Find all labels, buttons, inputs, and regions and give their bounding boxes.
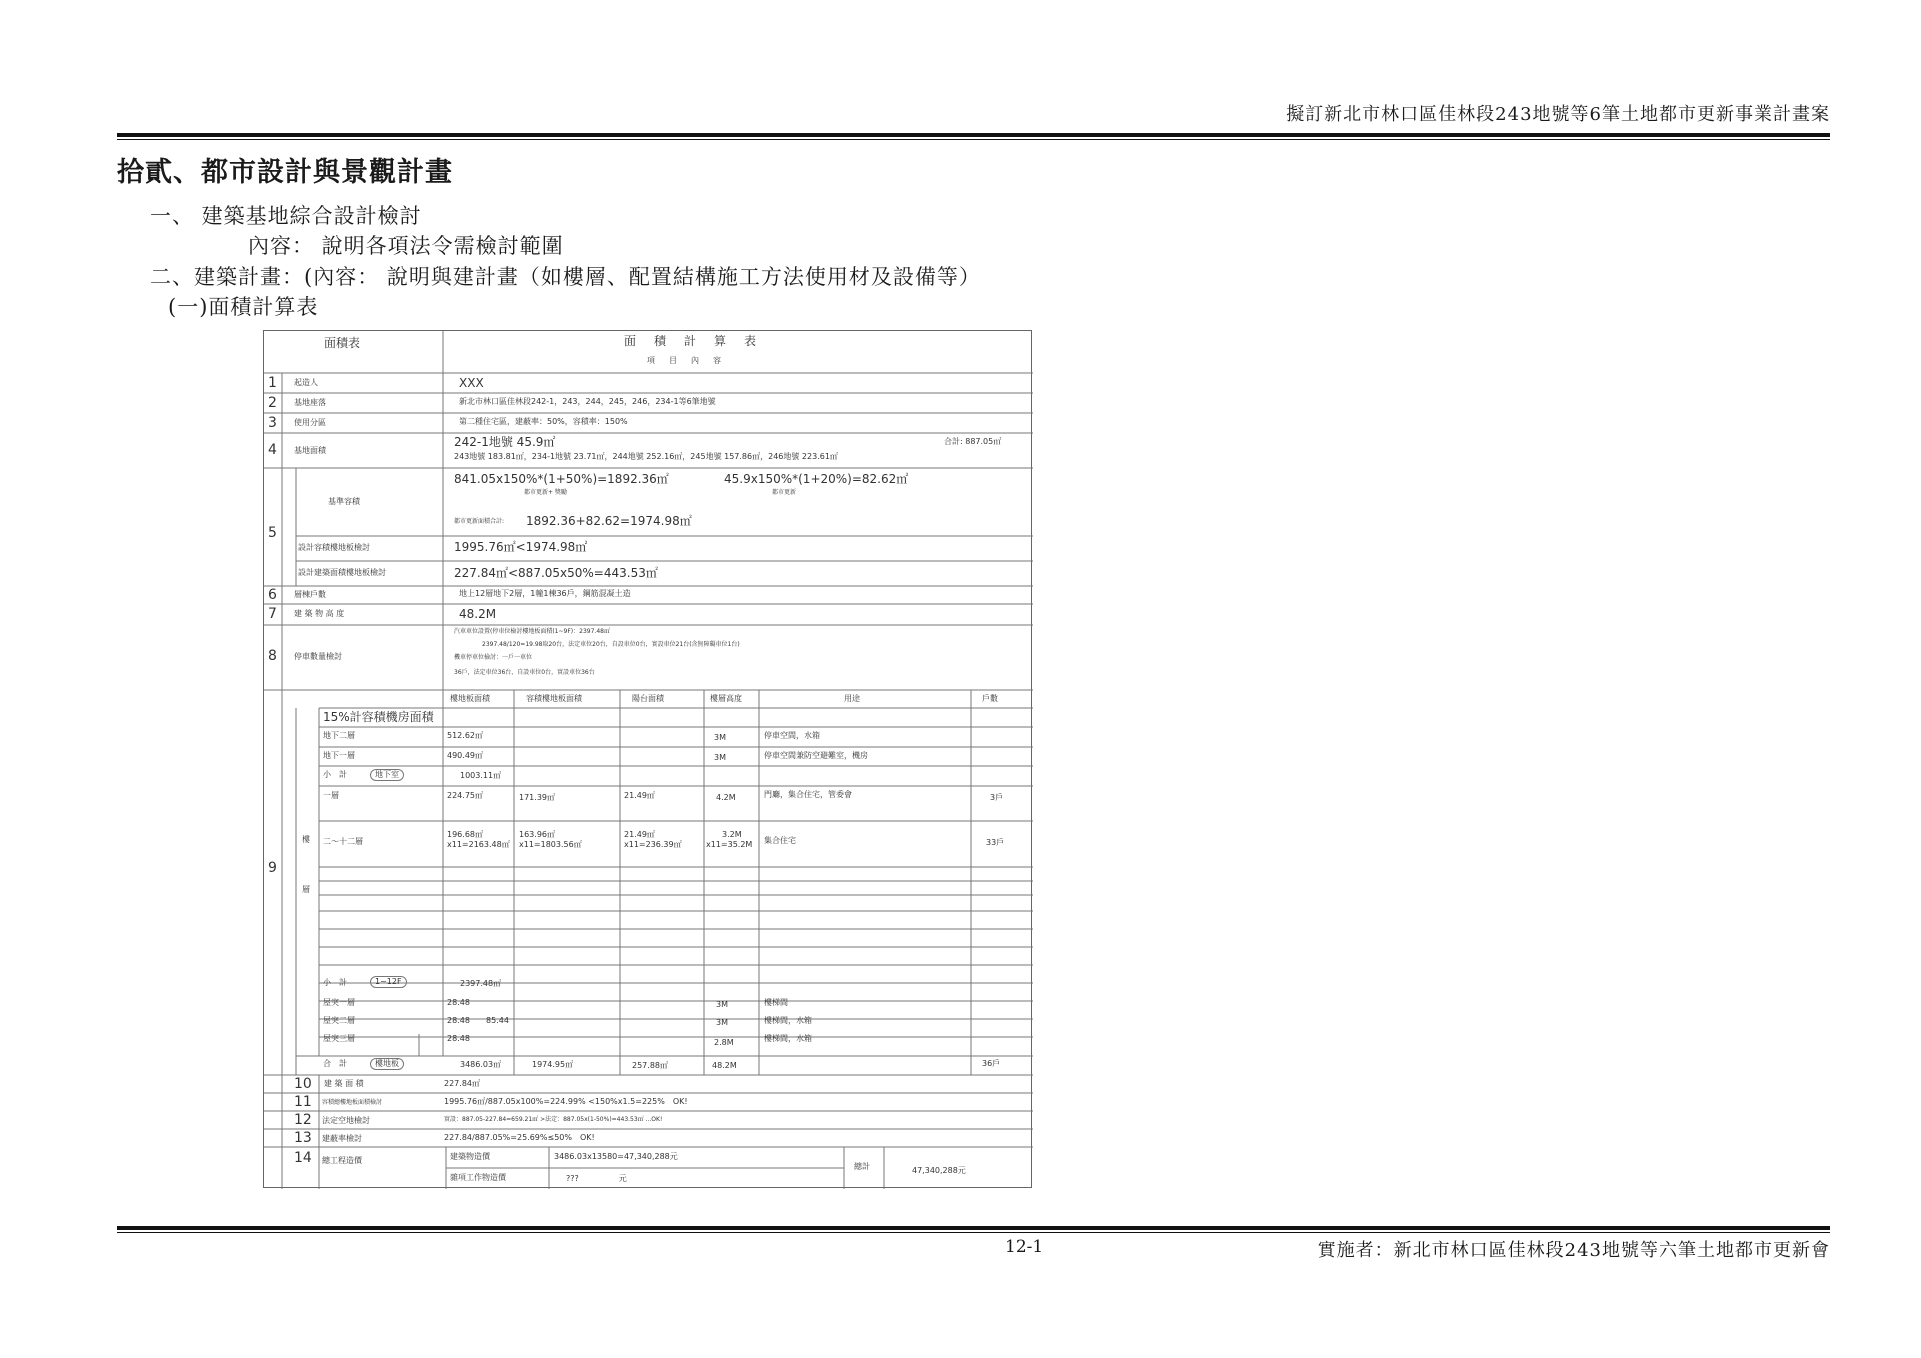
row-3-value: 第二種住宅區，建蔽率：50%，容積率：150% <box>459 417 628 426</box>
row-9-vlabel-1: 樓 <box>302 835 310 844</box>
b2-use: 停車空間，水箱 <box>764 731 820 740</box>
footer-rule-thin <box>117 1232 1830 1233</box>
b1-area: 490.49㎡ <box>447 751 483 760</box>
area-calculation-table <box>263 330 1032 1188</box>
row-5-sum: 1892.36+82.62=1974.98㎡ <box>526 514 692 528</box>
basement-subtotal-tag: 地下室 <box>370 769 404 781</box>
row-5-bc-label: 設計建築面積樓地板檢討 <box>298 568 386 577</box>
row-4-line1: 242-1地號 45.9㎡ <box>454 435 556 449</box>
item1-heading: 一、 建築基地綜合設計檢討 <box>150 204 422 228</box>
row-4-total: 合計: 887.05㎡ <box>944 437 1002 446</box>
floors-subtotal-label: 小 計 <box>323 978 347 987</box>
row-14-a-value: 3486.03x13580=47,340,288元 <box>554 1152 678 1161</box>
footer-implementer: 實施者：新北市林口區佳林段243地號等六筆土地都市更新會 <box>1317 1240 1830 1261</box>
footer-rule-thick <box>117 1226 1830 1230</box>
f1-use: 門廳，集合住宅，管委會 <box>764 790 852 799</box>
row-8-line-2: 2397.48/120=19.98取20台，法定車位20台，自設車位0台，實設車位21台(含無障礙車位1台) <box>482 641 740 648</box>
row-11-label: 容積總樓地板面積檢討 <box>322 1099 383 1106</box>
row-13-label: 建蔽率檢討 <box>322 1134 362 1143</box>
table-head-left: 面積表 <box>324 336 361 350</box>
roof2-use: 樓梯間，水箱 <box>764 1016 812 1025</box>
row-14-total-value: 47,340,288元 <box>912 1166 966 1175</box>
roof3-area: 28.48 <box>447 1034 470 1043</box>
row-12-no: 12 <box>294 1112 312 1128</box>
roof1-label: 屋突一層 <box>323 998 355 1007</box>
f2-area-2: x11=2163.48㎡ <box>447 840 510 849</box>
header-rule-thin <box>117 139 1830 140</box>
row-1-label: 起造人 <box>294 378 318 387</box>
row-8-no: 8 <box>268 648 277 664</box>
row-3-label: 使用分區 <box>294 418 326 427</box>
col-head-use: 用途 <box>844 694 860 703</box>
f2-label: 二～十二層 <box>323 837 363 846</box>
f1-units: 3戶 <box>990 793 1004 802</box>
row-9-vlabel-2: 層 <box>302 885 310 894</box>
total-tag: 樓地板 <box>370 1058 404 1070</box>
row-5-far-value: 1995.76㎡<1974.98㎡ <box>454 540 588 554</box>
row-8-line-4: 36戶，法定車位36台，自設車位0台，實設車位36台 <box>454 669 595 676</box>
item2-heading: 二、建築計畫：(內容： 說明與建計畫（如樓層、配置結構施工方法使用材及設備等） <box>150 265 981 289</box>
row-8-line-1: 汽車車位設置(停車位檢討樓地板面積(1~9F)：2397.48㎡ <box>454 628 610 635</box>
row-5-far-label: 設計容積樓地板檢討 <box>298 543 370 552</box>
roof3-use: 樓梯間，水箱 <box>764 1034 812 1043</box>
row-14-no: 14 <box>294 1150 312 1166</box>
row-13-no: 13 <box>294 1130 312 1146</box>
f1-far: 171.39㎡ <box>519 793 555 802</box>
row-5-calc1-note: 都市更新+ 獎勵 <box>524 489 567 496</box>
col-head-units: 戶數 <box>982 694 998 703</box>
f2-far-2: x11=1803.56㎡ <box>519 840 582 849</box>
table-head-title: 面 積 計 算 表 <box>624 334 760 348</box>
row-14-b-value: ??? 元 <box>566 1174 627 1183</box>
row-11-value: 1995.76㎡/887.05x100%=224.99% <150%x1.5=225% OK! <box>444 1097 688 1106</box>
row-4-no: 4 <box>268 442 277 458</box>
roof3-label: 屋突三層 <box>323 1034 355 1043</box>
item1-content: 內容： 說明各項法令需檢討範圍 <box>248 234 564 258</box>
b2-height: 3M <box>714 733 726 742</box>
total-area: 3486.03㎡ <box>460 1060 502 1069</box>
row-5-base-label: 基準容積 <box>328 497 360 506</box>
row-5-calc2-note: 都市更新 <box>772 489 797 496</box>
b2-label: 地下二層 <box>323 731 355 740</box>
row-9-mech: 15%計容積機房面積 <box>323 710 434 724</box>
total-label: 合 計 <box>323 1059 347 1068</box>
f1-area: 224.75㎡ <box>447 791 483 800</box>
f2-units: 33戶 <box>986 838 1005 847</box>
f2-area-1: 196.68㎡ <box>447 830 483 839</box>
f1-label: 一層 <box>323 791 339 800</box>
b1-label: 地下一層 <box>323 751 355 760</box>
row-12-value: 實設：887.05-227.84=659.21㎡ >法定：887.05x(1-50%)=443.53㎡ ...OK! <box>444 1116 663 1123</box>
roof1-use: 樓梯間 <box>764 998 788 1007</box>
row-14-b-label: 雜項工作物造價 <box>450 1173 506 1182</box>
row-6-value: 地上12層地下2層，1幢1棟36戶，鋼筋混凝土造 <box>459 589 631 598</box>
col-head-floor-area: 樓地板面積 <box>450 694 490 703</box>
page-number: 12-1 <box>1005 1237 1044 1257</box>
f2-balcony-1: 21.49㎡ <box>624 830 655 839</box>
row-5-bc-value: 227.84㎡<887.05x50%=443.53㎡ <box>454 566 658 580</box>
subsection-area-table: (一)面積計算表 <box>168 295 319 319</box>
row-2-no: 2 <box>268 395 277 411</box>
row-7-no: 7 <box>268 606 277 622</box>
row-12-label: 法定空地檢討 <box>322 1116 370 1125</box>
row-13-value: 227.84/887.05%=25.69%≤50% OK! <box>444 1133 595 1142</box>
document-header-title: 擬訂新北市林口區佳林段243地號等6筆土地都市更新事業計畫案 <box>1286 104 1830 125</box>
table-head-sub: 項 目 內 容 <box>647 356 724 365</box>
col-head-far-area: 容積樓地板面積 <box>526 694 582 703</box>
roof2-far: 85.44 <box>486 1016 509 1025</box>
total-balcony: 257.88㎡ <box>632 1061 668 1070</box>
floors-subtotal-area: 2397.48㎡ <box>460 979 502 988</box>
row-10-value: 227.84㎡ <box>444 1079 480 1088</box>
roof2-area: 28.48 <box>447 1016 470 1025</box>
roof1-area: 28.48 <box>447 998 470 1007</box>
total-units: 36戶 <box>982 1059 1001 1068</box>
row-3-no: 3 <box>268 415 277 431</box>
row-8-label: 停車數量檢討 <box>294 652 342 661</box>
row-1-no: 1 <box>268 375 277 391</box>
f1-balcony: 21.49㎡ <box>624 791 655 800</box>
basement-subtotal-label: 小 計 <box>323 770 347 779</box>
f2-balcony-2: x11=236.39㎡ <box>624 840 682 849</box>
col-head-balcony: 陽台面積 <box>632 694 664 703</box>
row-10-no: 10 <box>294 1076 312 1092</box>
row-2-value: 新北市林口區佳林段242-1，243，244，245，246，234-1等6筆地號 <box>459 397 716 406</box>
floors-subtotal-tag: 1~12F <box>370 976 407 988</box>
row-5-no: 5 <box>268 525 277 541</box>
row-6-no: 6 <box>268 587 277 603</box>
f1-height: 4.2M <box>716 793 736 802</box>
row-4-line2: 243地號 183.81㎡，234-1地號 23.71㎡，244地號 252.16㎡，245地號 157.86㎡，246地號 223.61㎡ <box>454 452 838 461</box>
section-title: 拾貳、都市設計與景觀計畫 <box>117 157 453 188</box>
row-4-label: 基地面積 <box>294 446 326 455</box>
row-7-value: 48.2M <box>459 607 497 621</box>
f2-use: 集合住宅 <box>764 836 796 845</box>
roof3-height: 2.8M <box>714 1038 734 1047</box>
roof2-label: 屋突二層 <box>323 1016 355 1025</box>
row-14-label: 總工程造價 <box>322 1156 362 1165</box>
col-head-height: 樓層高度 <box>710 694 742 703</box>
row-5-calc1: 841.05x150%*(1+50%)=1892.36㎡ <box>454 472 669 486</box>
b1-use: 停車空間兼防空避難室，機房 <box>764 751 868 760</box>
row-11-no: 11 <box>294 1094 312 1110</box>
basement-subtotal-area: 1003.11㎡ <box>460 771 502 780</box>
row-6-label: 層棟戶數 <box>294 590 326 599</box>
row-2-label: 基地座落 <box>294 398 326 407</box>
row-1-value: XXX <box>459 376 484 390</box>
b1-height: 3M <box>714 753 726 762</box>
roof1-height: 3M <box>716 1000 728 1009</box>
row-7-label: 建 築 物 高 度 <box>294 609 345 618</box>
f2-height-1: 3.2M <box>722 830 742 839</box>
f2-height-2: x11=35.2M <box>706 840 753 849</box>
row-14-total-label: 總計 <box>854 1162 870 1171</box>
b2-area: 512.62㎡ <box>447 731 483 740</box>
row-8-line-3: 機車停車位檢討：一戶一車位 <box>454 654 533 661</box>
total-far: 1974.95㎡ <box>532 1060 574 1069</box>
total-height: 48.2M <box>712 1061 737 1070</box>
header-rule-thick <box>117 133 1830 137</box>
row-14-a-label: 建築物造價 <box>450 1152 490 1161</box>
f2-far-1: 163.96㎡ <box>519 830 555 839</box>
row-9-no: 9 <box>268 860 277 876</box>
row-5-calc2: 45.9x150%*(1+20%)=82.62㎡ <box>724 472 909 486</box>
roof2-height: 3M <box>716 1018 728 1027</box>
row-5-sum-label: 都市更新面積合計: <box>454 518 505 525</box>
row-10-label: 建 築 面 積 <box>324 1079 364 1088</box>
